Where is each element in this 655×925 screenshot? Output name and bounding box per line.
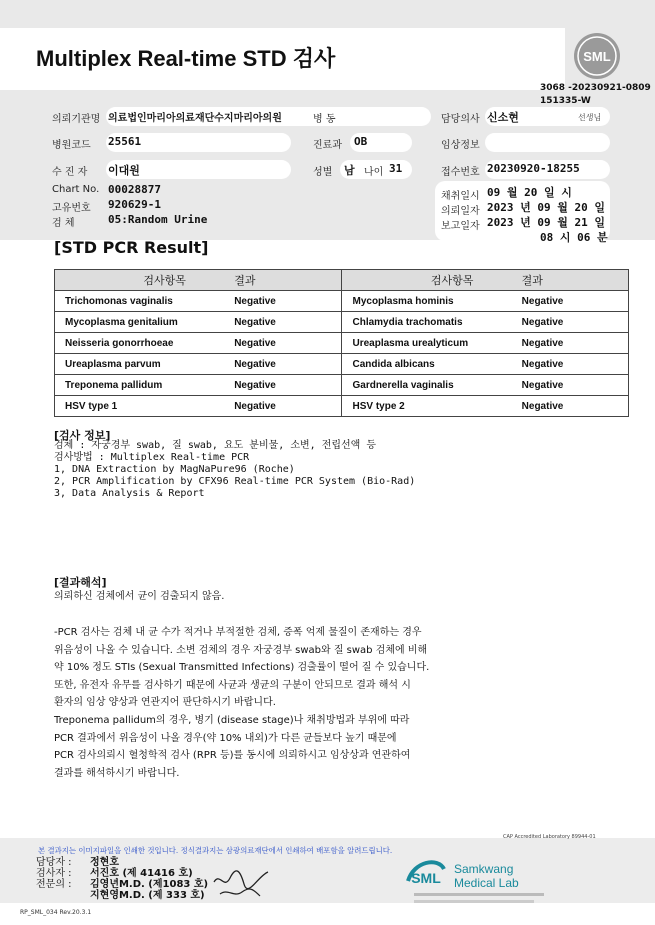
clinical-info-field (485, 133, 610, 152)
company-name-line2: Medical Lab (454, 876, 519, 890)
result-cell: Negative (234, 396, 342, 417)
column-header-result-2: 결과 (522, 270, 629, 291)
doctor-value: 신소현 (487, 111, 519, 124)
column-header-test: 검사항목 (55, 270, 235, 291)
sml-logo-icon (573, 32, 621, 80)
interpretation-line: 환자의 임상 양상과 연관지어 판단하시기 바랍니다. (54, 697, 276, 709)
patient-name-value: 이대원 (108, 164, 140, 177)
footer-notice: 본 결과지는 이미지파일을 인쇄한 것입니다. 정식결과지는 삼광의료재단에서 인쇄하여 배포함을 알려드립니다. (38, 846, 393, 855)
institution-label: 의뢰기관명 (52, 114, 101, 125)
reported-value: 2023 년 09 월 21 일 (487, 216, 605, 229)
result-cell: Negative (522, 312, 629, 333)
reported-time: 08 시 06 분 (540, 231, 608, 244)
signature-icon (210, 862, 280, 902)
company-address-bar (414, 893, 544, 896)
collected-label: 채취일시 (441, 191, 480, 202)
column-header-test-2: 검사항목 (342, 270, 522, 291)
interpretation-line: 약 10% 정도 STIs (Sexual Transmitted Infections) 검출률이 떨어 질 수 있습니다. (54, 662, 430, 674)
result-cell: Negative (522, 375, 629, 396)
interpretation-line: -PCR 검사는 검체 내 균 수가 적거나 부적절한 검체, 증폭 억제 물질이 존재하는 경우 (54, 627, 422, 638)
test-name-cell: Trichomonas vaginalis (55, 291, 235, 312)
result-cell: Negative (522, 291, 629, 312)
result-cell: Negative (234, 375, 342, 396)
hospital-code-label: 병원코드 (52, 140, 91, 151)
sex-label: 성별 (313, 167, 333, 178)
logo-text: SML (583, 49, 611, 64)
requested-value: 2023 년 09 월 20 일 (487, 201, 605, 214)
specialist-label: 전문의 : (36, 879, 72, 890)
patient-name-label: 수 진 자 (52, 167, 88, 178)
examiner-value: 서진호 (제 41416 호) (90, 868, 193, 879)
doc-number-line1: 3068 -20230921-0809 (540, 83, 651, 93)
table-row (55, 396, 629, 417)
test-name-cell: Mycoplasma hominis (342, 291, 522, 312)
receipt-no-value: 20230920-18255 (487, 162, 580, 175)
specimen-value: 05:Random Urine (108, 213, 208, 226)
table-row (55, 291, 629, 312)
requested-label: 의뢰일자 (441, 206, 480, 217)
table-header-row (55, 270, 629, 291)
test-name-cell: Neisseria gonorrhoeae (55, 333, 235, 354)
interpretation-line: 위음성이 나올 수 있습니다. 소변 검체의 경우 자궁경부 swab와 질 swab 검체에 비해 (54, 644, 428, 656)
test-name-cell: Treponema pallidum (55, 375, 235, 396)
result-cell: Negative (234, 312, 342, 333)
result-section-title: [STD PCR Result] (54, 238, 209, 257)
test-name-cell: Chlamydia trachomatis (342, 312, 522, 333)
exam-info-line: 검체 : 자궁경부 swab, 질 swab, 요도 분비물, 소변, 전립선액 등 (54, 440, 377, 451)
interpretation-line: 또한, 유전자 유무를 검사하기 때문에 사균과 생균의 구분이 안되므로 결과 해석 시 (54, 679, 411, 691)
result-cell: Negative (234, 291, 342, 312)
specimen-label: 검 체 (52, 218, 75, 229)
receipt-no-label: 접수번호 (441, 167, 480, 178)
id-no-label: 고유번호 (52, 203, 91, 214)
specialist-2: 지현영M.D. (제 333 호) (90, 890, 205, 901)
company-contact-bar (414, 900, 534, 903)
sml-footer-logo-icon (404, 855, 448, 891)
exam-info-line: 검사방법 : Multiplex Real-time PCR (54, 452, 250, 463)
page-title: Multiplex Real-time STD 검사 (36, 46, 336, 71)
exam-info-line: 3, Data Analysis & Report (54, 488, 205, 499)
test-name-cell: HSV type 1 (55, 396, 235, 417)
footer-fine-print (20, 834, 22, 840)
department-label: 진료과 (313, 140, 342, 151)
hospital-code-value: 25561 (108, 135, 142, 148)
result-cell: Negative (522, 396, 629, 417)
result-cell: Negative (234, 333, 342, 354)
ward-label: 병 동 (313, 114, 336, 125)
doctor-label: 담당의사 (441, 114, 480, 125)
company-name-line1: Samkwang (454, 862, 514, 876)
interpretation-line: 결과를 해석하시기 바랍니다. (54, 767, 180, 779)
institution-value: 의료법인마리아의료재단수지마리아의원 (108, 113, 282, 124)
exam-info-line: 1, DNA Extraction by MagNaPure96 (Roche) (54, 464, 295, 475)
examiner-label: 검사자 : (36, 868, 72, 879)
table-row (55, 333, 629, 354)
id-no-value: 920629-1 (108, 198, 161, 211)
doc-number-line2: 151335-W (540, 96, 591, 106)
clinical-info-label: 임상정보 (441, 140, 480, 151)
doctor-title: 선생님 (578, 113, 602, 122)
interpretation-line: PCR 검사의뢰시 혈청학적 검사 (RPR 등)를 동시에 의뢰하시고 임상상과 연관하여 (54, 750, 411, 762)
exam-info-line: 2, PCR Amplification by CFX96 Real-time PCR System (Bio-Rad) (54, 476, 416, 487)
interpretation-summary: 의뢰하신 검체에서 균이 검출되지 않음. (54, 591, 225, 602)
accreditation-text: CAP Accredited Laboratory 89944-01 (503, 834, 596, 840)
test-name-cell: Gardnerella vaginalis (342, 375, 522, 396)
chart-no-value: 00028877 (108, 183, 161, 196)
sex-value: 남 (344, 164, 355, 177)
column-header-result: 결과 (234, 270, 342, 291)
reporter-label: 담당자 : (36, 857, 72, 868)
table-row (55, 312, 629, 333)
test-name-cell: Mycoplasma genitalium (55, 312, 235, 333)
footer-logo-text: SML (411, 870, 441, 886)
collected-value: 09 월 20 일 시 (487, 186, 572, 199)
result-cell: Negative (522, 333, 629, 354)
result-table (54, 269, 629, 417)
test-name-cell: Ureaplasma parvum (55, 354, 235, 375)
interpretation-line: Treponema pallidum의 경우, 병기 (disease stage)나 채취방법과 부위에 따라 (54, 715, 410, 726)
result-cell: Negative (522, 354, 629, 375)
table-row (55, 375, 629, 396)
age-value: 31 (389, 162, 403, 175)
form-number: RP_SML_034 Rev.20.3.1 (20, 909, 92, 916)
table-row (55, 354, 629, 375)
test-name-cell: Ureaplasma urealyticum (342, 333, 522, 354)
interpretation-line: PCR 결과에서 위음성이 나올 경우(약 10% 내외)가 다른 균들보다 높기 때문에 (54, 732, 397, 744)
test-name-cell: HSV type 2 (342, 396, 522, 417)
reported-label: 보고일자 (441, 221, 480, 232)
interpretation-heading: [결과해석] (54, 576, 107, 589)
result-cell: Negative (234, 354, 342, 375)
test-name-cell: Candida albicans (342, 354, 522, 375)
department-value: OB (354, 135, 368, 148)
document-number (540, 82, 651, 108)
exam-info-heading: [검사 정보] (54, 429, 111, 442)
reporter-value: 정현호 (90, 857, 119, 868)
specialist-1: 김영년M.D. (제1083 호) (90, 879, 209, 890)
chart-no-label: Chart No. (52, 184, 100, 195)
age-label: 나이 (364, 167, 384, 178)
